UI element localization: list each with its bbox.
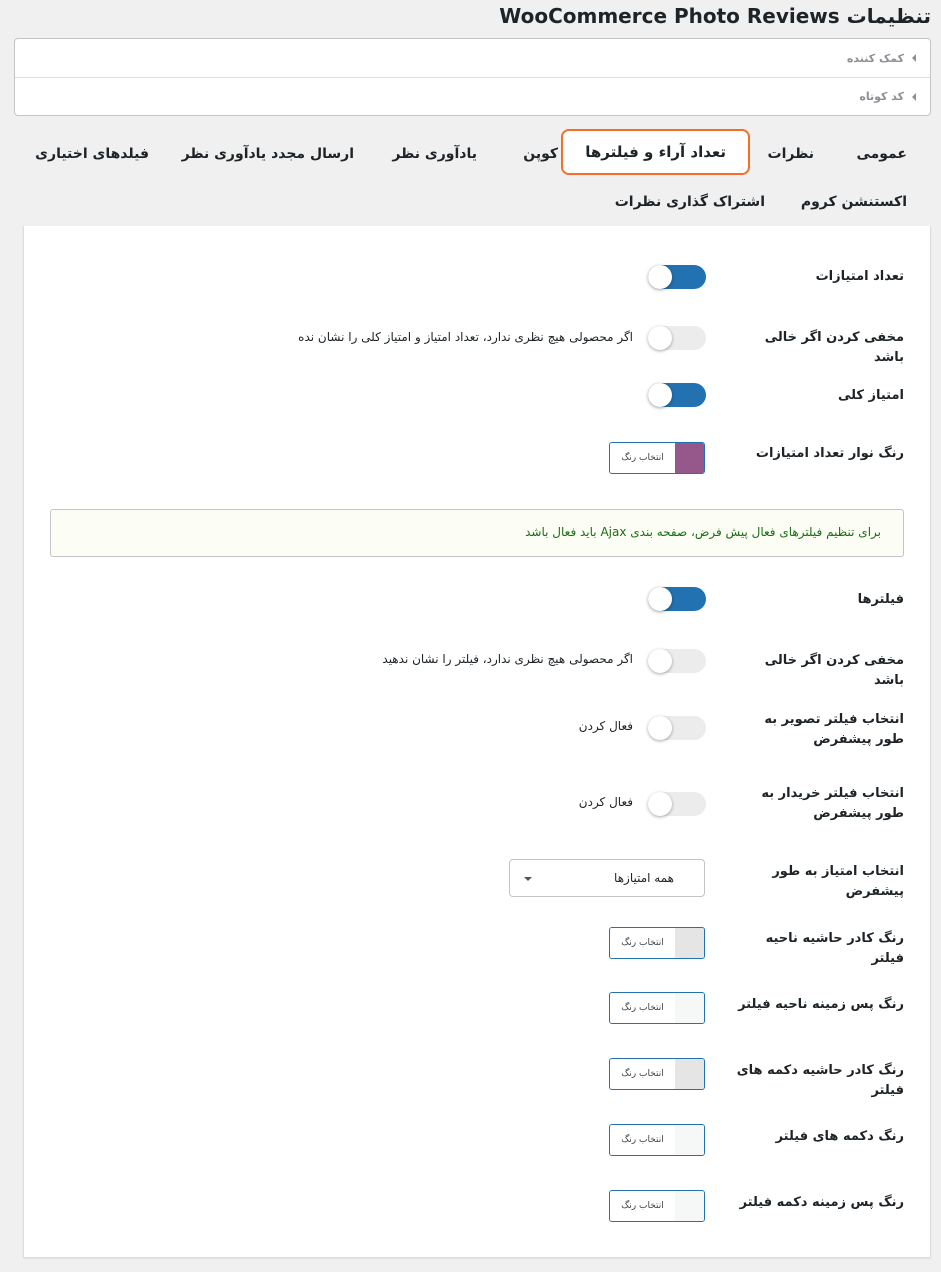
setting-description: اگر محصولی هیچ نظری ندارد، فیلتر را نشان ندهید — [382, 652, 633, 666]
ajax-notice — [50, 509, 904, 557]
toggle-knob — [648, 792, 672, 816]
chevron-down-icon — [524, 877, 532, 881]
default-rating-select[interactable] — [509, 859, 705, 897]
default-buyer-filter-toggle[interactable] — [648, 792, 706, 816]
tab-optional-fields[interactable]: فیلدهای اختیاری — [35, 146, 149, 162]
hide-rating-if-empty-toggle[interactable] — [648, 326, 706, 350]
setting-label: رنگ دکمه های فیلتر — [775, 1129, 904, 1144]
setting-label: رنگ پس زمینه دکمه فیلتر — [739, 1195, 904, 1210]
color-picker-label: انتخاب رنگ — [610, 443, 675, 473]
caret-left-icon — [912, 93, 916, 101]
tab-resend-reminder[interactable]: ارسال مجدد یادآوری نظر — [181, 146, 354, 162]
select-value: همه امتیازها — [614, 871, 674, 885]
color-picker-label: انتخاب رنگ — [610, 993, 675, 1023]
setting-label: رنگ نوار تعداد امتیازات — [755, 446, 904, 461]
page-title: تنظیمات WooCommerce Photo Reviews — [499, 4, 931, 28]
color-swatch — [674, 928, 704, 958]
color-picker-label: انتخاب رنگ — [610, 1125, 675, 1155]
filter-button-border-color-picker[interactable] — [609, 1058, 705, 1090]
filters-toggle[interactable] — [648, 587, 706, 611]
setting-description: فعال کردن — [578, 795, 633, 809]
toggle-knob — [648, 716, 672, 740]
setting-label: مخفی کردن اگر خالی باشد — [764, 653, 904, 688]
hide-filters-if-empty-toggle[interactable] — [648, 649, 706, 673]
filter-button-color-picker[interactable] — [609, 1124, 705, 1156]
settings-panel — [23, 226, 931, 1258]
tab-ratings-filters[interactable]: تعداد آراء و فیلترها — [561, 129, 750, 175]
accordion-item-label: کمک کننده — [846, 51, 904, 65]
rating-count-toggle[interactable] — [648, 265, 706, 289]
tab-share-reviews[interactable]: اشتراک گذاری نظرات — [614, 194, 765, 210]
setting-label: تعداد امتیازات — [815, 269, 904, 284]
tab-review-reminder[interactable]: یادآوری نظر — [392, 146, 477, 162]
accordion-item-helper[interactable] — [15, 39, 930, 77]
tab-reviews[interactable]: نظرات — [767, 146, 814, 162]
accordion-item-label: کد کوتاه — [859, 90, 904, 103]
accordion — [14, 38, 931, 116]
accordion-item-shortcode[interactable] — [15, 77, 930, 115]
toggle-knob — [648, 265, 672, 289]
filter-button-bg-color-picker[interactable] — [609, 1190, 705, 1222]
toggle-knob — [648, 587, 672, 611]
setting-description: اگر محصولی هیچ نظری ندارد، تعداد امتیاز و امتیاز کلی را نشان نده — [298, 330, 633, 344]
setting-label: مخفی کردن اگر خالی باشد — [764, 330, 904, 365]
default-image-filter-toggle[interactable] — [648, 716, 706, 740]
color-swatch — [674, 443, 704, 473]
setting-label: انتخاب امتیاز به طور پیشفرض — [772, 864, 904, 899]
setting-label: فیلترها — [857, 592, 904, 607]
tab-general[interactable]: عمومی — [856, 146, 907, 162]
setting-label: رنگ کادر حاشیه ناحیه فیلتر — [765, 931, 904, 966]
setting-label: انتخاب فیلتر تصویر به طور پیشفرض — [764, 712, 904, 747]
tab-coupon[interactable]: کوپن — [523, 146, 558, 162]
color-swatch — [674, 993, 704, 1023]
filter-area-border-color-picker[interactable] — [609, 927, 705, 959]
filter-area-bg-color-picker[interactable] — [609, 992, 705, 1024]
toggle-knob — [648, 383, 672, 407]
toggle-knob — [648, 649, 672, 673]
tab-chrome-extension[interactable]: اکستنشن کروم — [800, 194, 907, 210]
setting-label: رنگ کادر حاشیه دکمه های فیلتر — [736, 1063, 904, 1098]
overall-rating-toggle[interactable] — [648, 383, 706, 407]
color-picker-label: انتخاب رنگ — [610, 1059, 675, 1089]
color-swatch — [674, 1125, 704, 1155]
rating-bar-color-picker[interactable] — [609, 442, 705, 474]
color-swatch — [674, 1059, 704, 1089]
setting-label: امتیاز کلی — [837, 388, 904, 403]
caret-left-icon — [912, 54, 916, 62]
notice-text: برای تنظیم فیلترهای فعال پیش فرض، صفحه بندی Ajax باید فعال باشد — [525, 525, 881, 539]
color-picker-label: انتخاب رنگ — [610, 928, 675, 958]
setting-label: رنگ پس زمینه ناحیه فیلتر — [738, 997, 904, 1012]
color-picker-label: انتخاب رنگ — [610, 1191, 675, 1221]
toggle-knob — [648, 326, 672, 350]
color-swatch — [674, 1191, 704, 1221]
setting-label: انتخاب فیلتر خریدار به طور پیشفرض — [761, 786, 904, 821]
setting-description: فعال کردن — [578, 719, 633, 733]
